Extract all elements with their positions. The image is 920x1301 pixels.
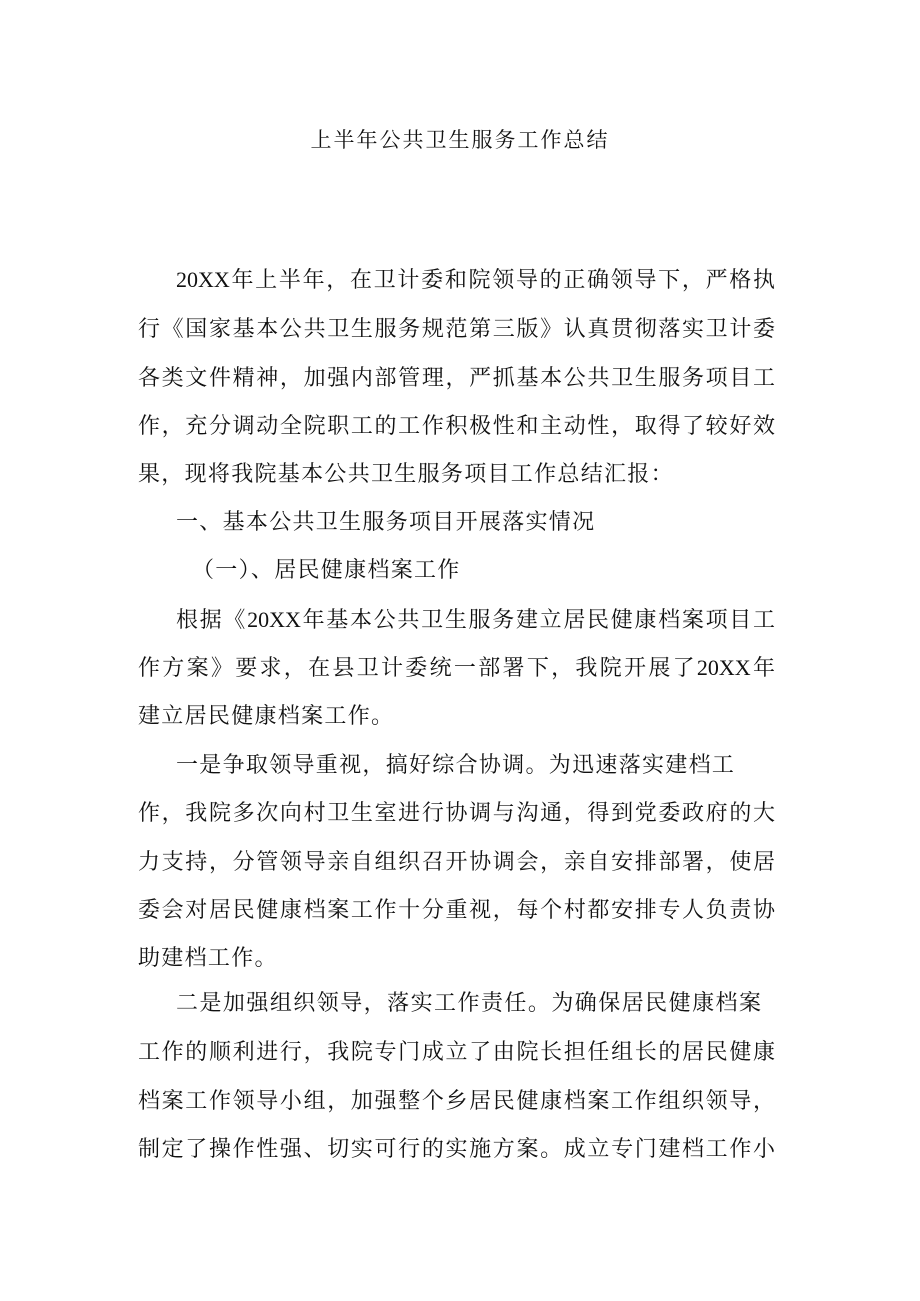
text-line: 作，充分调动全院职工的工作积极性和主动性，取得了较好效 [138, 413, 775, 438]
text-line: 委会对居民健康档案工作十分重视，每个村都安排专人负责协 [138, 897, 775, 922]
text-line: 力支持，分管领导亲自组织召开协调会，亲自安排部署，使居 [138, 849, 775, 874]
text-line: 根据《20XX年基本公共卫生服务建立居民健康档案项目工 [176, 607, 775, 632]
text-line: 一是争取领导重视，搞好综合协调。为迅速落实建档工 [176, 752, 736, 777]
text-line: 助建档工作。 [138, 945, 278, 970]
text-line: 工作的顺利进行，我院专门成立了由院长担任组长的居民健康 [138, 1039, 775, 1064]
text-line: 20XX年上半年，在卫计委和院领导的正确领导下，严格执 [176, 267, 775, 292]
section-heading: 一、基本公共卫生服务项目开展落实情况 [176, 509, 596, 534]
text-line: 制定了操作性强、切实可行的实施方案。成立专门建档工作小 [138, 1136, 775, 1161]
text-line: 行《国家基本公共卫生服务规范第三版》认真贯彻落实卫计委 [138, 316, 775, 341]
text-line: 建立居民健康档案工作。 [138, 703, 395, 728]
document-title: 上半年公共卫生服务工作总结 [310, 128, 610, 152]
text-line: 果，现将我院基本公共卫生服务项目工作总结汇报： [138, 461, 674, 486]
text-line: 档案工作领导小组，加强整个乡居民健康档案工作组织领导， [138, 1088, 775, 1113]
text-line: 各类文件精神，加强内部管理，严抓基本公共卫生服务项目工 [138, 365, 775, 390]
text-line: 二是加强组织领导，落实工作责任。为确保居民健康档案 [176, 990, 761, 1015]
subsection-heading: （一）、居民健康档案工作 [192, 557, 461, 582]
text-line: 作，我院多次向村卫生室进行协调与沟通，得到党委政府的大 [138, 800, 775, 825]
text-line: 作方案》要求，在县卫计委统一部署下，我院开展了20XX年 [138, 655, 775, 680]
